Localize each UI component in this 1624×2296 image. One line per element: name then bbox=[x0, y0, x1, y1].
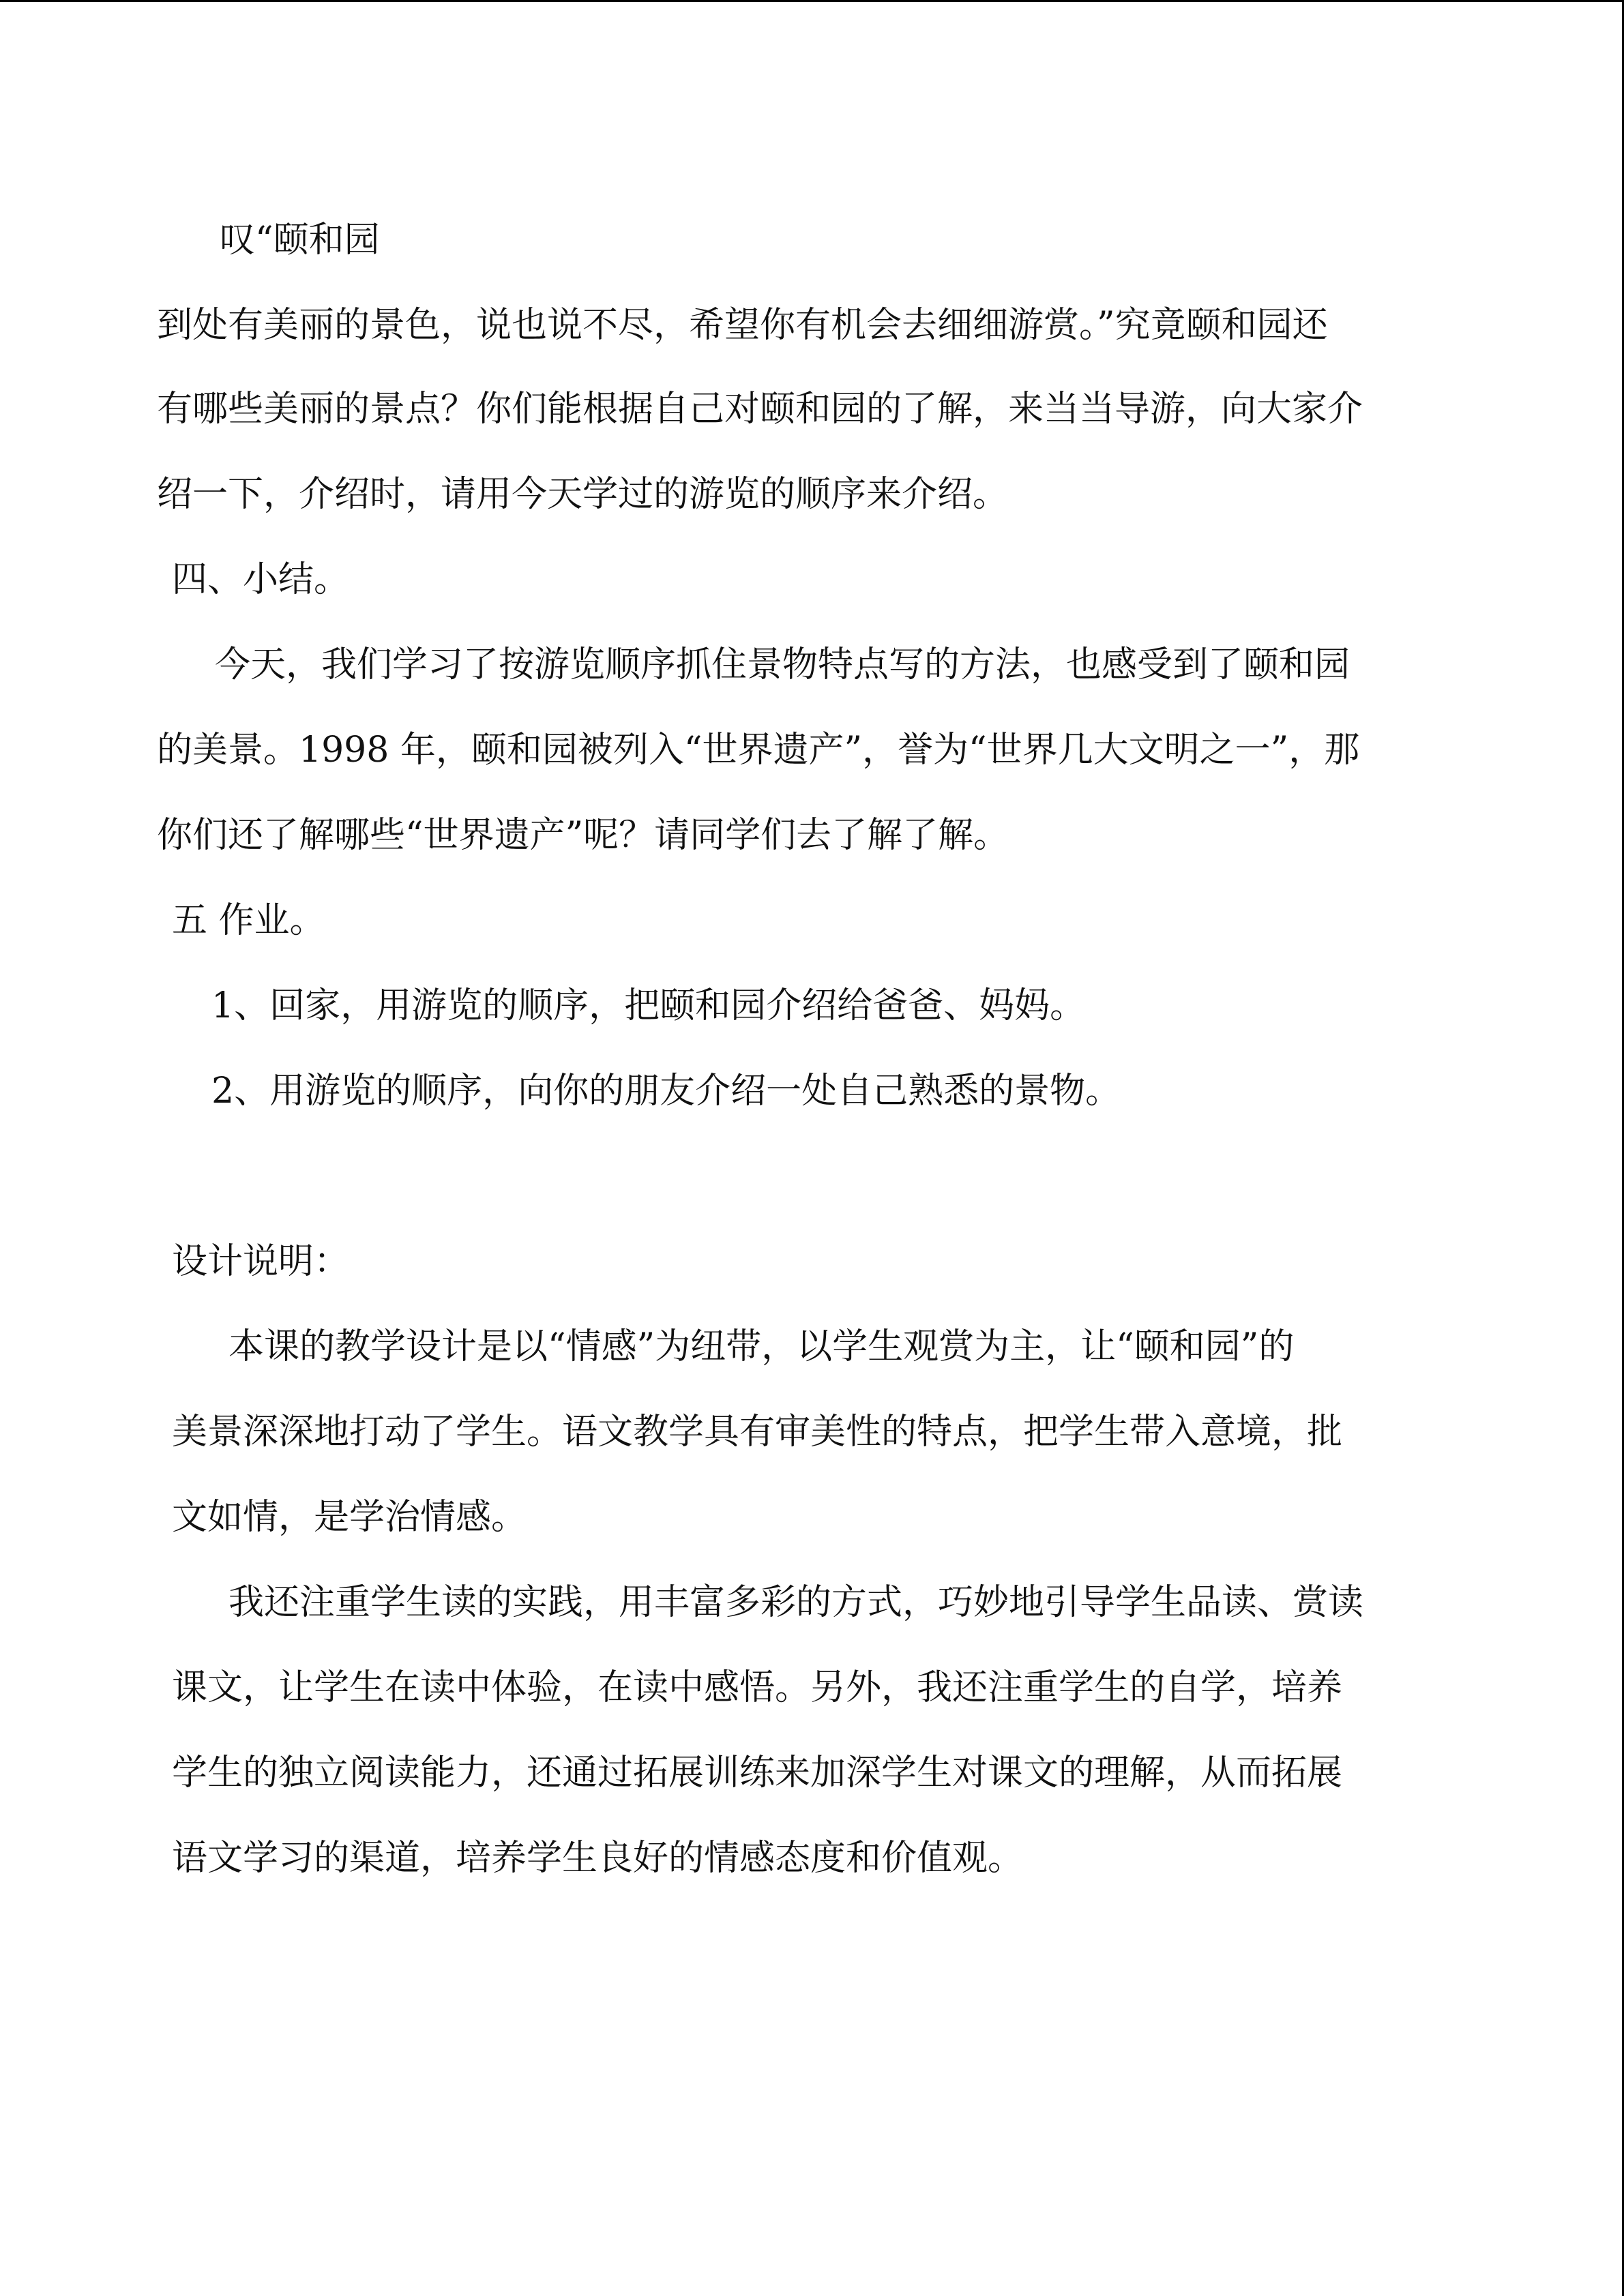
text-line: 学生的独立阅读能力，还通过拓展训练来加深学生对课文的理解，从而拓展 bbox=[172, 1753, 1343, 1793]
homework-item: 2、用游览的顺序，向你的朋友介绍一处自己熟悉的景物。 bbox=[211, 1071, 1121, 1112]
section-heading: 五 作业。 bbox=[172, 900, 325, 941]
section-heading: 设计说明： bbox=[172, 1241, 350, 1282]
text-line: 绍一下，介绍时，请用今天学过的游览的顺序来介绍。 bbox=[157, 474, 1009, 515]
text-line: 课文，让学生在读中体验，在读中感悟。另外，我还注重学生的自学，培养 bbox=[172, 1667, 1343, 1708]
text-line: 今天，我们学习了按游览顺序抓住景物特点写的方法，也感受到了颐和园 bbox=[215, 644, 1350, 685]
text-line: 语文学习的渠道，培养学生良好的情感态度和价值观。 bbox=[172, 1838, 1024, 1879]
text-line: 的美景。1998 年，颐和园被列入“世界遗产”，誉为“世界几大文明之一”，那 bbox=[157, 730, 1360, 771]
text-line: 文如情，是学治情感。 bbox=[172, 1497, 527, 1538]
text-line: 你们还了解哪些“世界遗产”呢？请同学们去了解了解。 bbox=[157, 815, 1009, 856]
homework-item: 1、回家，用游览的顺序，把颐和园介绍给爸爸、妈妈。 bbox=[211, 985, 1086, 1026]
section-heading: 四、小结。 bbox=[172, 559, 350, 600]
text-line: 本课的教学设计是以“情感”为纽带，以学生观赏为主，让“颐和园”的 bbox=[228, 1326, 1295, 1367]
text-line: 到处有美丽的景色，说也说不尽，希望你有机会去细细游赏。”究竟颐和园还 bbox=[157, 305, 1328, 346]
text-line: 我还注重学生读的实践，用丰富多彩的方式，巧妙地引导学生品读、赏读 bbox=[228, 1582, 1364, 1623]
page-top-border bbox=[0, 0, 1624, 2]
text-line: 叹“颐和园 bbox=[220, 220, 380, 260]
text-line: 美景深深地打动了学生。语文教学具有审美性的特点，把学生带入意境，批 bbox=[172, 1412, 1343, 1452]
text-line: 有哪些美丽的景点？你们能根据自己对颐和园的了解，来当当导游，向大家介 bbox=[157, 389, 1363, 430]
